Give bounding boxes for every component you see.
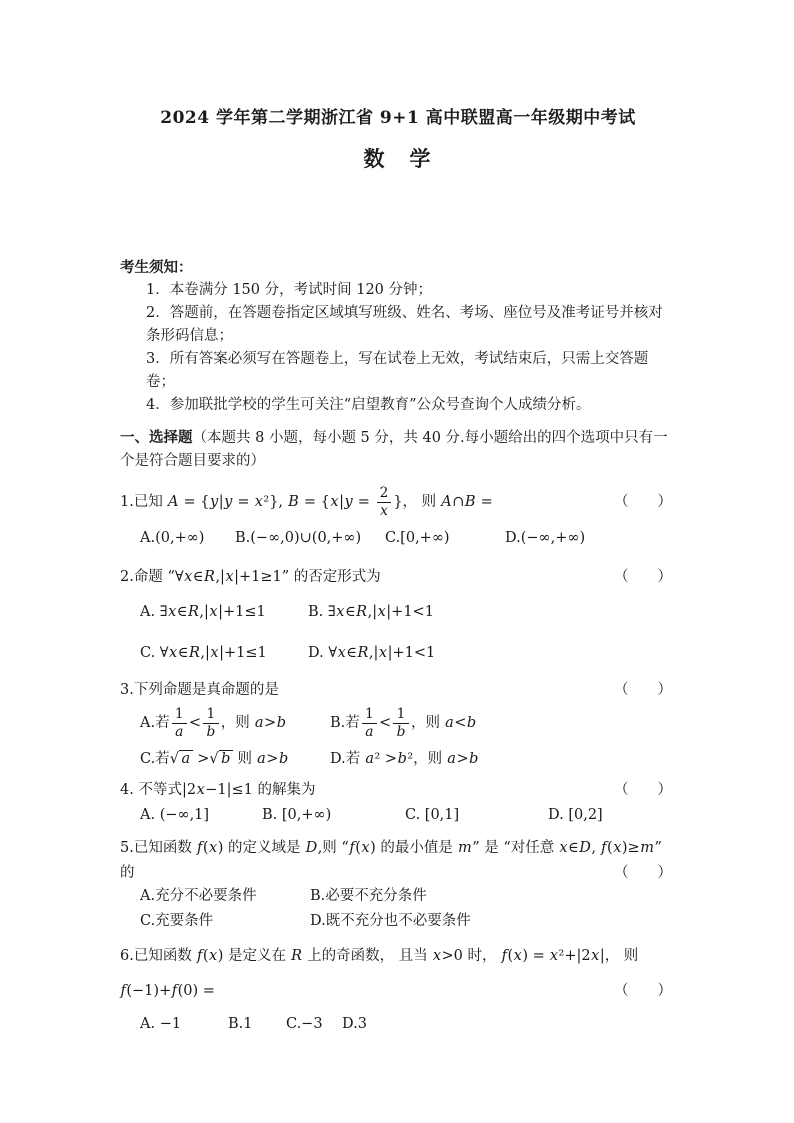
question-1-option-b: B.(−∞,0)∪(0,+∞) [235,530,362,547]
question-6-stem: 6.已知函数 f(x) 是定义在 R 上的奇函数， 且当 x>0 时， f(x) = x²+|2x|， 则 [120,948,639,965]
question-3-option-c: C.若√ a >√ b 则 a>b [140,751,289,768]
question-2-option-d: D. ∀x∈R,|x|+1<1 [308,645,436,662]
question-5-option-d: D.既不充分也不必要条件 [310,913,471,930]
question-1-stem: 1.已知 A = {y|y = x²}, B = {x|y = $\frac{2}{x}$ }， 则 A∩B = [120,485,493,519]
question-3-stem: 3.下列命题是真命题的是 [120,682,279,699]
question-4 [120,779,676,827]
question-1-option-a: A.(0,+∞) [140,530,205,547]
section-1-heading [120,426,676,473]
section-1-heading-description: （本题共 8 小题，每小题 5 分，共 40 分.每小题给出的四个选项中只有一个是符合题目要求的） [120,430,668,469]
question-5-option-b: B.必要不充分条件 [310,888,427,905]
notice-item-2: 2．答题前，在答题卷指定区域填写班级、姓名、考场、座位号及准考证号并核对条形码信息； [146,305,663,344]
question-4-stem: 4. 不等式|2x−1|≤1 的解集为 [120,782,316,799]
question-5-answer-bracket: （ ） [614,865,672,882]
question-6-option-c: C.−3 [286,1016,323,1033]
exam-title: 2024 学年第二学期浙江省 9+1 高中联盟高一年级期中考试 [160,108,636,128]
question-6-answer-bracket: （ ） [614,983,672,1000]
question-3-option-b: B.若 $\frac{1}{a}$ < $\frac{1}{b}$ ，则 a<b [330,706,477,740]
question-2-answer-bracket: （ ） [614,569,672,586]
section-1-heading-title: 一、选择题 [120,429,193,446]
question-2-option-b: B. ∃x∈R,|x|+1<1 [308,604,434,621]
question-5-option-a: A.充分不必要条件 [140,888,257,905]
question-1-option-d: D.(−∞,+∞) [505,530,586,547]
question-1-options [120,527,676,550]
question-6-option-d: D.3 [342,1016,367,1033]
notice-header: 考生须知： [120,259,193,276]
question-4-option-c: C. [0,1] [405,807,460,824]
question-4-option-b: B. [0,+∞) [262,807,332,824]
question-2-option-c: C. ∀x∈R,|x|+1≤1 [140,645,267,662]
question-2 [120,566,676,665]
question-5 [120,837,676,933]
question-1-option-c: C.[0,+∞) [385,530,450,547]
question-1-answer-bracket: （ ） [614,493,672,510]
question-2-option-a: A. ∃x∈R,|x|+1≤1 [140,604,266,621]
question-4-option-a: A. (−∞,1] [140,807,210,824]
question-2-options [120,601,676,665]
notice-item-3: 3．所有答案必须写在答题卷上，写在试卷上无效，考试结束后，只需上交答题卷； [146,351,649,390]
question-5-stem: 5.已知函数 f(x) 的定义域是 D,则 “f(x) 的最小值是 m” 是 “对任意 x∈D, f(x)≥m” [120,840,662,857]
question-6 [120,945,676,1036]
question-1 [120,485,676,550]
question-6-option-b: B.1 [228,1016,253,1033]
question-2-stem: 2.命题 “∀x∈R,|x|+1≥1” 的否定形式为 [120,569,381,586]
question-4-options [120,804,676,827]
question-3 [120,679,676,771]
question-6-options [120,1013,676,1036]
question-5-option-c: C.充要条件 [140,913,214,930]
question-5-stem-continued: 的 [120,865,135,882]
question-6-option-a: A. −1 [140,1016,182,1033]
question-3-answer-bracket: （ ） [614,682,672,699]
question-6-stem-continued: f(−1)+f(0) = [120,983,215,1000]
notice-item-1: 1．本卷满分 150 分，考试时间 120 分钟； [146,282,433,298]
notice-item-4: 4．参加联批学校的学生可关注“启望教育”公众号查询个人成绩分析。 [146,397,591,413]
subject-title: 数 学 [363,146,433,171]
question-3-option-d: D.若 a² >b²，则 a>b [330,751,479,768]
question-3-options [120,706,676,771]
question-4-answer-bracket: （ ） [614,782,672,799]
candidate-notice [120,256,676,417]
question-5-options [120,885,676,933]
question-4-option-d: D. [0,2] [548,807,603,824]
question-3-option-a: A.若 $\frac{1}{a}$ < $\frac{1}{b}$ ，则 a>b [140,706,286,740]
